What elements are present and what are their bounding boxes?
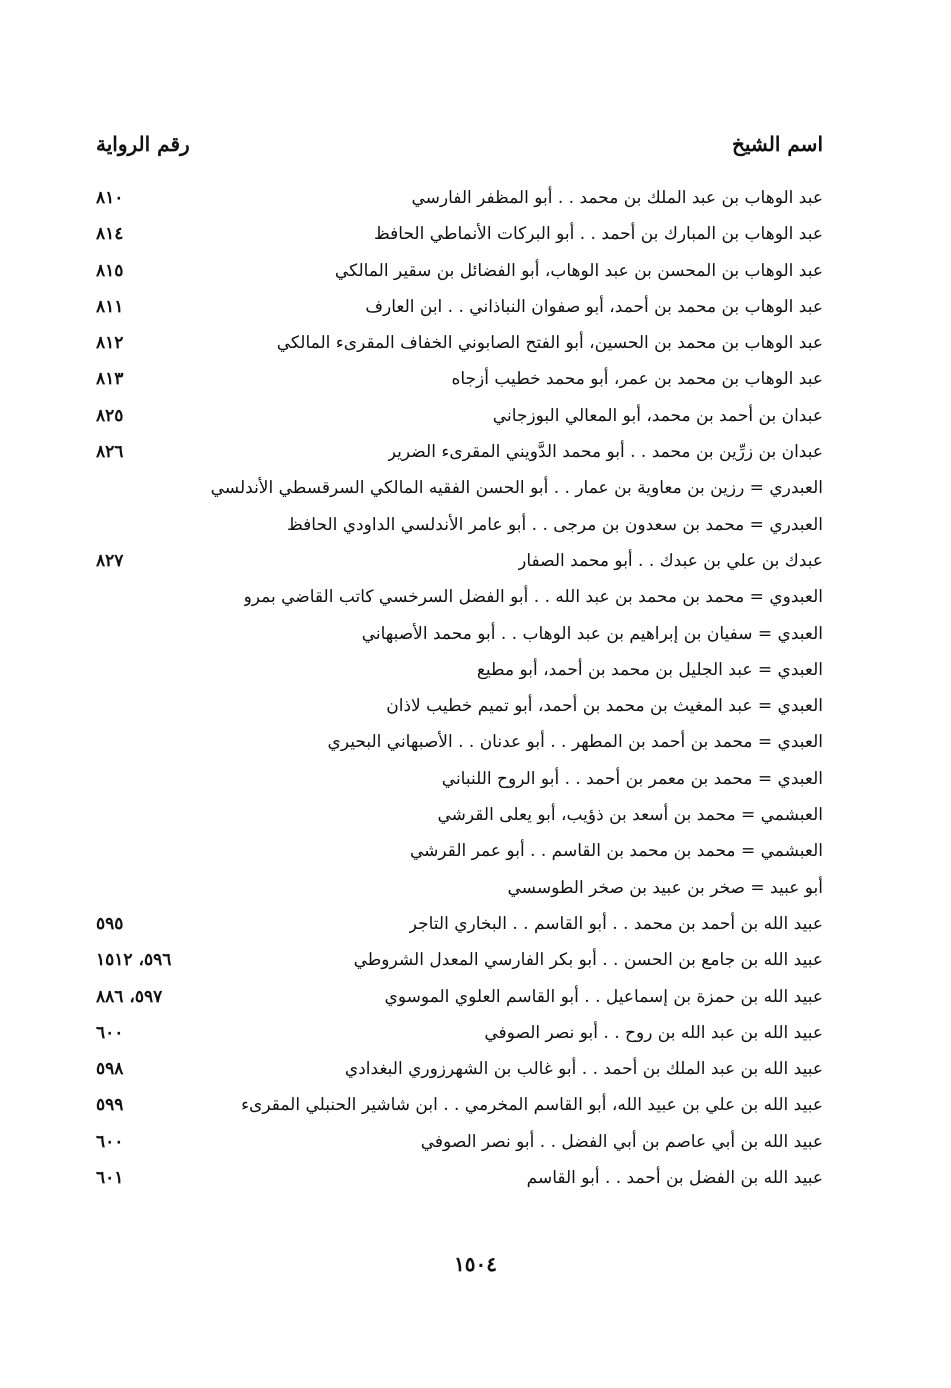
list-item — [0, 434, 951, 470]
narration-number: ٦٠٠ — [96, 1022, 124, 1043]
list-item — [0, 398, 951, 434]
narration-number: ٥٩٨ — [96, 1059, 124, 1080]
list-item — [0, 1051, 951, 1087]
sheikh-name: العبدري = رزين بن معاوية بن عمار . . أبو الحسن الفقيه المالكي السرقسطي الأندلسي — [210, 478, 823, 499]
sheikh-name: عبد الوهاب بن محمد بن أحمد، أبو صفوان النباذاني . . ابن العارف — [365, 296, 823, 317]
list-item — [0, 688, 951, 724]
narration-number: ٨١١ — [96, 296, 124, 317]
sheikh-name: عبيد الله بن أبي عاصم بن أبي الفضل . . أبو نصر الصوفي — [420, 1131, 823, 1152]
sheikh-name: العبدي = عبد المغيث بن محمد بن أحمد، أبو تميم خطيب لاذان — [386, 696, 823, 717]
list-item — [0, 833, 951, 869]
list-item — [0, 724, 951, 760]
list-item — [0, 1087, 951, 1123]
sheikh-name: عبد الوهاب بن محمد بن عمر، أبو محمد خطيب أزجاه — [451, 369, 823, 390]
narration-number: ٨٢٥ — [96, 405, 124, 426]
list-item — [0, 216, 951, 252]
list-item — [0, 253, 951, 289]
list-item — [0, 1124, 951, 1160]
sheikh-name: عبيد الله بن حمزة بن إسماعيل . . أبو القاسم العلوي الموسوي — [384, 986, 823, 1007]
page-number: ١٥٠٤ — [454, 1252, 497, 1276]
list-item — [0, 470, 951, 506]
sheikh-name: عبيد الله بن أحمد بن محمد . . أبو القاسم . . البخاري التاجر — [408, 913, 823, 934]
sheikh-name-column-header: اسم الشيخ — [731, 132, 823, 156]
sheikh-name: العبدي = محمد بن معمر بن أحمد . . أبو الروح اللنباني — [441, 768, 823, 789]
narration-number: ٨١٢ — [96, 333, 124, 354]
narration-number: ٨٢٧ — [96, 550, 124, 571]
narration-number: ٨١٤ — [96, 224, 124, 245]
list-item — [0, 1160, 951, 1196]
list-item — [0, 180, 951, 216]
sheikh-name: عبيد الله بن علي بن عبيد الله، أبو القاسم المخرمي . . ابن شاشير الحنبلي المقرىء — [241, 1095, 823, 1116]
sheikh-name: عبيد الله بن الفضل بن أحمد . . أبو القاسم — [526, 1168, 823, 1189]
list-item — [0, 652, 951, 688]
sheikh-name: العبدي = عبد الجليل بن محمد بن أحمد، أبو مطيع — [476, 659, 823, 680]
sheikh-name: عبيد الله بن عبد الله بن روح . . أبو نصر الصوفي — [484, 1022, 823, 1043]
sheikh-name: العبشمي = محمد بن أسعد بن ذؤيب، أبو يعلى القرشي — [437, 805, 823, 826]
narration-number: ٨١٠ — [96, 188, 124, 208]
list-item — [0, 361, 951, 397]
sheikh-name: العبشمي = محمد بن محمد بن القاسم . . أبو عمر القرشي — [409, 841, 823, 862]
sheikh-name: أبو عبيد = صخر بن عبيد بن صخر الطوسسي — [507, 877, 823, 898]
sheikh-name: عبدان بن زرِّين بن محمد . . أبو محمد الدَّويني المقرىء الضرير — [387, 442, 823, 463]
narration-number-column-header: رقم الرواية — [96, 132, 190, 156]
sheikh-name: عبدان بن أحمد بن محمد، أبو المعالي البوزجاني — [492, 405, 823, 426]
list-item — [0, 797, 951, 833]
sheikh-name: عبد الوهاب بن محمد بن الحسين، أبو الفتح الصابوني الخفاف المقرىء المالكي — [276, 333, 823, 354]
narration-number: ٨١٥ — [96, 260, 124, 281]
list-item — [0, 616, 951, 652]
list-item — [0, 507, 951, 543]
sheikh-name: عبدك بن علي بن عبدك . . أبو محمد الصفار — [518, 550, 823, 571]
narration-number: ٥٩٥ — [96, 913, 124, 934]
narration-number: ٥٩٧، ٨٨٦ — [96, 986, 163, 1007]
sheikh-name: العبدري = محمد بن سعدون بن مرجى . . أبو عامر الأندلسي الداودي الحافظ — [287, 514, 823, 535]
sheikh-name: العبدي = محمد بن أحمد بن المطهر . . أبو عدنان . . الأصبهاني البحيري — [327, 732, 823, 753]
list-item — [0, 906, 951, 942]
list-item — [0, 289, 951, 325]
sheikh-name: العبدي = سفيان بن إبراهيم بن عبد الوهاب . . أبو محمد الأصبهاني — [361, 623, 823, 644]
index-entries-list — [0, 180, 951, 1196]
narration-number: ٥٩٦، ١٥١٢ — [96, 950, 172, 971]
list-item — [0, 761, 951, 797]
sheikh-name: عبد الوهاب بن المحسن بن عبد الوهاب، أبو الفضائل بن سقير المالكي — [334, 260, 823, 281]
narration-number: ٦٠٠ — [96, 1131, 124, 1152]
list-item — [0, 325, 951, 361]
sheikh-name: عبيد الله بن جامع بن الحسن . . أبو بكر الفارسي المعدل الشروطي — [353, 950, 823, 971]
list-item — [0, 1015, 951, 1051]
list-item — [0, 579, 951, 615]
list-item — [0, 870, 951, 906]
sheikh-name: العبدوي = محمد بن محمد بن عبد الله . . أبو الفضل السرخسي كاتب القاضي بمرو — [243, 587, 823, 608]
narration-number: ٦٠١ — [96, 1168, 124, 1189]
sheikh-name: عبيد الله بن عبد الملك بن أحمد . . أبو غالب بن الشهرزوري البغدادي — [344, 1059, 823, 1080]
list-item — [0, 979, 951, 1015]
sheikh-name: عبد الوهاب بن المبارك بن أحمد . . أبو البركات الأنماطي الحافظ — [374, 224, 823, 245]
narration-number: ٥٩٩ — [96, 1095, 124, 1116]
list-item — [0, 543, 951, 579]
narration-number: ٨٢٦ — [96, 442, 124, 463]
list-item — [0, 942, 951, 978]
sheikh-name: عبد الوهاب بن عبد الملك بن محمد . . أبو المظفر الفارسي — [411, 188, 823, 208]
narration-number: ٨١٣ — [96, 369, 124, 390]
